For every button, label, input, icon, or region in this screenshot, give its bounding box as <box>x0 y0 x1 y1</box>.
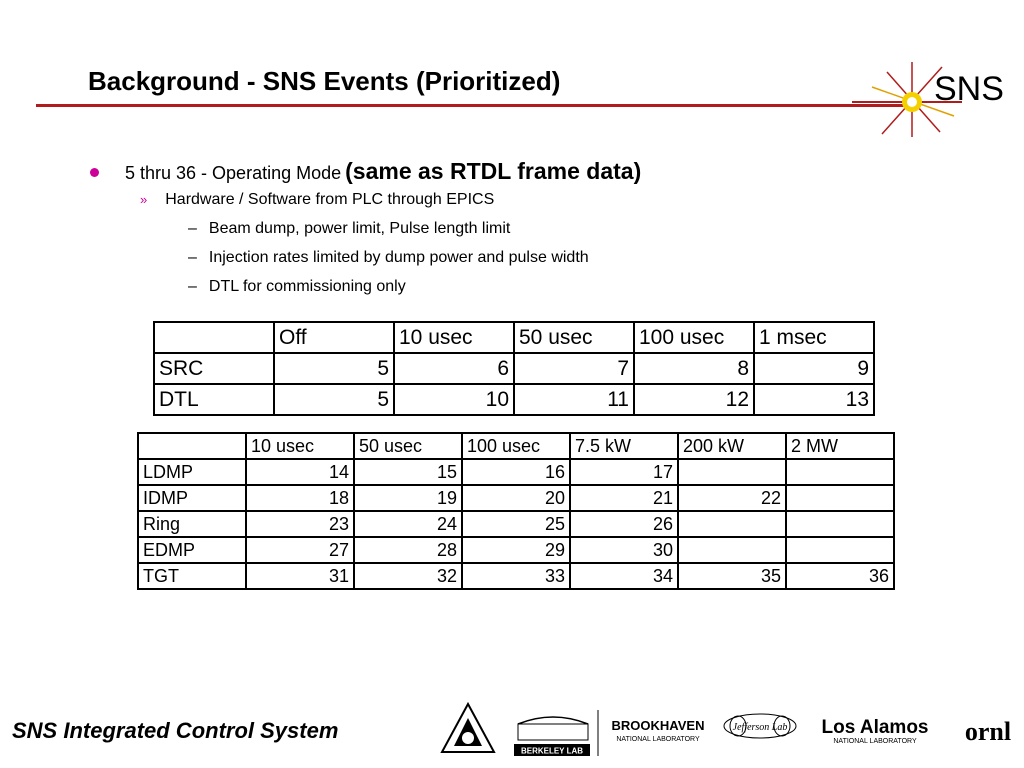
bullet-l3-text: Beam dump, power limit, Pulse length limit <box>208 220 511 237</box>
table-header-cell: 7.5 kW <box>570 433 678 459</box>
table-cell <box>786 537 894 563</box>
row-label-cell: IDMP <box>138 485 246 511</box>
sns-logo-text: SNS <box>934 70 1004 108</box>
table-cell: 10 <box>394 384 514 415</box>
table-cell: 6 <box>394 353 514 384</box>
table-header-cell: Off <box>274 322 394 353</box>
table-cell: 35 <box>678 563 786 589</box>
row-label-cell: TGT <box>138 563 246 589</box>
table-header-cell: 1 msec <box>754 322 874 353</box>
table-header-cell: 100 usec <box>462 433 570 459</box>
table-cell: 15 <box>354 459 462 485</box>
table-cell <box>678 459 786 485</box>
table-cell: 29 <box>462 537 570 563</box>
table-header-cell: 2 MW <box>786 433 894 459</box>
table-cell: 28 <box>354 537 462 563</box>
table-row <box>138 459 894 485</box>
table-cell: 7 <box>514 353 634 384</box>
table-cell: 9 <box>754 353 874 384</box>
table-header-cell: 10 usec <box>394 322 514 353</box>
bullet-l1-bold: (same as RTDL frame data) <box>345 158 642 184</box>
row-label-cell: LDMP <box>138 459 246 485</box>
row-label-cell: Ring <box>138 511 246 537</box>
table-cell: 26 <box>570 511 678 537</box>
table-header-cell <box>154 322 274 353</box>
dash-icon: – <box>188 220 197 237</box>
berkeley-lab-logo <box>514 710 598 756</box>
table-cell <box>786 511 894 537</box>
row-label-cell: DTL <box>154 384 274 415</box>
bullet-l2-text: Hardware / Software from PLC through EPICS <box>165 191 495 208</box>
brookhaven-text: BROOKHAVEN <box>611 718 705 733</box>
row-label-cell: EDMP <box>138 537 246 563</box>
table-cell: 14 <box>246 459 354 485</box>
table-cell: 21 <box>570 485 678 511</box>
slide-title: Background - SNS Events (Prioritized) <box>88 66 561 96</box>
sub-bullet-icon: » <box>140 192 148 207</box>
footer-title: SNS Integrated Control System <box>12 718 339 743</box>
table-cell: 8 <box>634 353 754 384</box>
ornl-text: ornl <box>964 717 1012 746</box>
table-cell: 22 <box>678 485 786 511</box>
argonne-seal-icon <box>442 704 494 752</box>
table-row <box>138 485 894 511</box>
table-row <box>154 353 874 384</box>
table-cell: 18 <box>246 485 354 511</box>
table-header-cell <box>138 433 246 459</box>
jefferson-lab-text: Jefferson Lab <box>732 722 788 733</box>
table-header-row <box>154 322 874 353</box>
table-cell: 23 <box>246 511 354 537</box>
bullet-operating-mode <box>90 158 641 185</box>
row-label-cell: SRC <box>154 353 274 384</box>
table-cell: 36 <box>786 563 894 589</box>
linac-event-table <box>153 321 875 416</box>
table-row <box>154 384 874 415</box>
table-cell: 33 <box>462 563 570 589</box>
partner-logos <box>438 700 1018 764</box>
bullet-l1-text: 5 thru 36 - Operating Mode <box>125 163 342 183</box>
bullet-l3-item <box>188 278 406 296</box>
sns-logo <box>842 52 1004 142</box>
berkeley-lab-text: BERKELEY LAB <box>520 746 584 756</box>
table-cell: 19 <box>354 485 462 511</box>
table-cell: 5 <box>274 384 394 415</box>
bullet-l3-item <box>188 220 510 238</box>
bullet-l3-text: DTL for commissioning only <box>208 278 406 295</box>
table-cell: 17 <box>570 459 678 485</box>
ring-target-event-table <box>137 432 895 590</box>
table-header-cell: 10 usec <box>246 433 354 459</box>
table-cell: 12 <box>634 384 754 415</box>
dash-icon: – <box>188 249 197 266</box>
table-header-row <box>138 433 894 459</box>
table-cell: 11 <box>514 384 634 415</box>
table-header-cell: 100 usec <box>634 322 754 353</box>
table-cell: 34 <box>570 563 678 589</box>
jefferson-lab-logo <box>724 714 796 738</box>
table-cell: 13 <box>754 384 874 415</box>
table-cell <box>786 485 894 511</box>
bullet-hardware-software <box>140 191 494 209</box>
table-row <box>138 537 894 563</box>
table-row <box>138 563 894 589</box>
table-cell: 16 <box>462 459 570 485</box>
table-cell: 5 <box>274 353 394 384</box>
table-cell: 27 <box>246 537 354 563</box>
brookhaven-logo <box>612 718 705 743</box>
dash-icon: – <box>188 278 197 295</box>
table-cell <box>786 459 894 485</box>
table-cell <box>678 537 786 563</box>
table-cell: 30 <box>570 537 678 563</box>
table-header-cell: 200 kW <box>678 433 786 459</box>
table-cell: 25 <box>462 511 570 537</box>
title-underline <box>36 104 912 107</box>
los-alamos-logo <box>822 717 929 745</box>
table-header-cell: 50 usec <box>514 322 634 353</box>
brookhaven-subtext: NATIONAL LABORATORY <box>616 736 700 743</box>
bullet-l3-item <box>188 249 589 267</box>
table-cell <box>678 511 786 537</box>
ornl-logo <box>965 717 1011 746</box>
table-cell: 24 <box>354 511 462 537</box>
table-cell: 20 <box>462 485 570 511</box>
table-header-cell: 50 usec <box>354 433 462 459</box>
los-alamos-text: Los Alamos <box>821 717 929 738</box>
table-cell: 32 <box>354 563 462 589</box>
bullet-dot-icon <box>90 168 99 177</box>
table-cell: 31 <box>246 563 354 589</box>
bullet-l3-text: Injection rates limited by dump power and pulse width <box>208 249 589 266</box>
los-alamos-subtext: NATIONAL LABORATORY <box>833 738 917 745</box>
table-row <box>138 511 894 537</box>
